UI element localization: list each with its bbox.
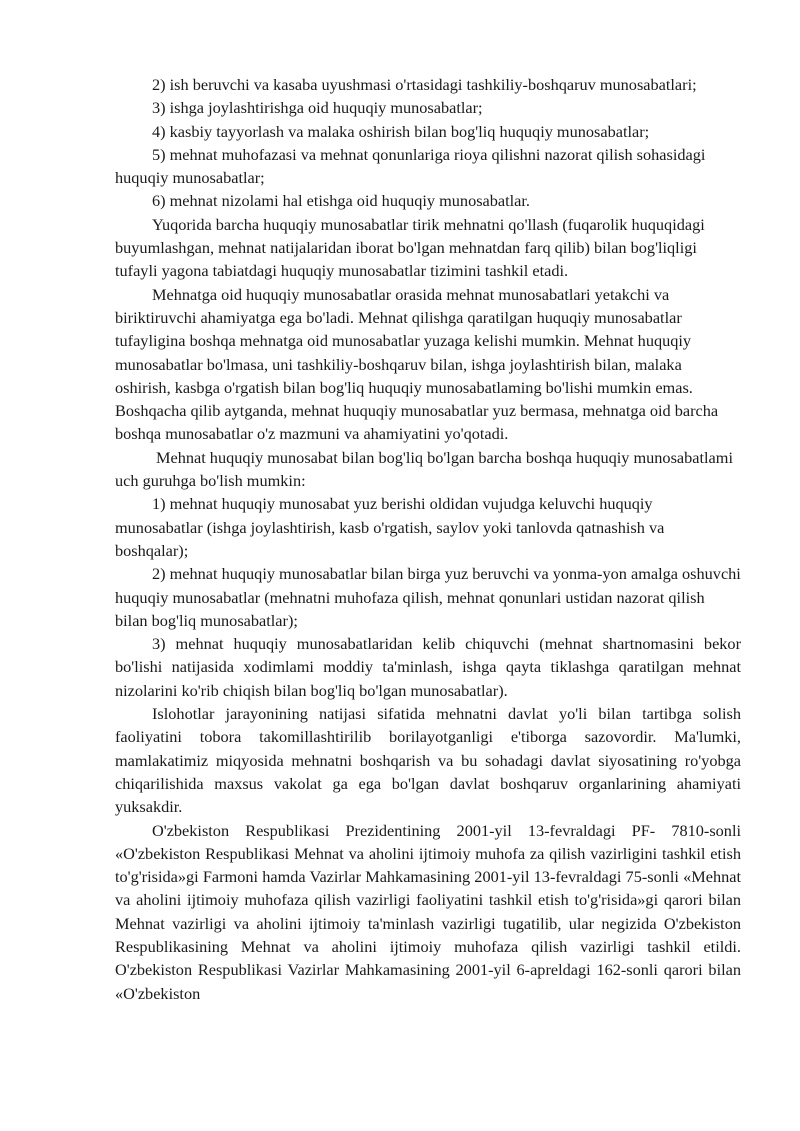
body-paragraph-system: Yuqorida barcha huquqiy munosabatlar tirik mehnatni qo'llash (fuqarolik huquqidagi buyumlashgan, mehnat natijalaridan iborat bo'lgan mehnatdan farq qilib) bilan bog'liqligi tufayli yagona tabiatdagi huquqiy munosabatlar tizimini tashkil etadi. — [115, 214, 705, 281]
group-item-3: 3) mehnat huquqiy munosabatlaridan kelib chiquvchi (mehnat shartnomasini bekor bo'lishi natijasida xodimlami moddiy ta'minlash, ishga qayta tiklashga qaratilgan mehnat nizolarini ko'rib chiqish bilan bog'liq bo'lgan munosabatlar). — [115, 634, 741, 700]
body-paragraph-reforms: Islohotlar jarayonining natijasi sifatida mehnatni davlat yo'li bilan tartibga solish faoliyatini tobora takomillashtirilib borilayotganligi e'tiborga sazovordir. Ma'lumki, mamlakatimiz miqyosida mehnatni boshqarish va bu sohadagi davlat siyosatining ro'yobga chiqarilishida maxsus vakolat ga ega bo'lgan davlat boshqaruv organlarining ahamiyati yuksakdir. — [115, 704, 741, 817]
document-page — [115, 73, 741, 1005]
list-item-6: 6) mehnat nizolami hal etishga oid huquqiy munosabatlar. — [152, 191, 531, 211]
body-paragraph-three-groups: Mehnat huquqiy munosabat bilan bog'liq bo'lgan barcha boshqa huquqiy munosabatlami uch guruhga bo'lish mumkin: — [115, 447, 733, 491]
group-item-2: 2) mehnat huquqiy munosabatlar bilan birga yuz beruvchi va yonma-yon amalga oshuvchi huquqiy munosabatlar (mehnatni muhofaza qilish, mehnat qonunlari ustidan nazorat qilish bilan bog'liq munosabatlar); — [115, 564, 741, 630]
list-item-5: 5) mehnat muhofazasi va mehnat qonunlariga rioya qilishni nazorat qilish sohasidagi huquqiy munosabatlar; — [115, 144, 706, 188]
body-paragraph-decree: O'zbekiston Respublikasi Prezidentining 2001-yil 13-fevraldagi PF- 7810-sonli «O'zbekiston Respublikasi Mehnat va aholini ijtimoiy muhofa za qilish vazirligini tashkil etish to'g'risida»gi Farmoni hamda Vazirlar Mahkamasining 2001-yil 13-fevraldagi 75-sonli «Mehnat va aholini ijtimoiy muhofaza qilish vazirligi faoliyatini tashkil etish to'g'risida»gi qarori bilan Mehnat vazirligi va aholini ijtimoiy ta'minlash vazirligi tugatilib, ular negizida O'zbekiston Respublikasining Mehnat va aholini ijtimoiy muhofaza qilish vazirligi tashkil etildi. O'zbekiston Respublikasi Vazirlar Mahkamasining 2001-yil 6-apreldagi 162-sonli qarori bilan «O'zbekiston — [115, 820, 741, 1003]
list-item-4: 4) kasbiy tayyorlash va malaka oshirish bilan bog'liq huquqiy munosabatlar; — [152, 121, 650, 141]
list-item-2: 2) ish beruvchi va kasaba uyushmasi o'rtasidagi tashkiliy-boshqaruv munosabatlari; — [152, 75, 697, 94]
list-item-3: 3) ishga joylashtirishga oid huquqiy munosabatlar; — [152, 98, 483, 118]
group-item-1: 1) mehnat huquqiy munosabat yuz berishi oldidan vujudga keluvchi huquqiy munosabatlar (ishga joylashtirish, kasb o'rgatish, saylov yoki tanlovda qatnashish va boshqalar); — [115, 494, 665, 560]
body-paragraph-labor-relations: Mehnatga oid huquqiy munosabatlar orasida mehnat munosabatlari yetakchi va biriktiruvchi ahamiyatga ega bo'ladi. Mehnat qilishga qaratilgan huquqiy munosabatlar tufayligina boshqa mehnatga oid munosabatlar yuzaga kelishi mumkin. Mehnat huquqiy munosabatlar bo'lmasa, uni tashkiliy-boshqaruv bilan, ishga joylashtirish bilan, malaka oshirish, kasbga o'rgatish bilan bog'liq huquqiy munosabatlaming bo'lishi mumkin emas. Boshqacha qilib aytganda, mehnat huquqiy munosabatlar yuz bermasa, mehnatga oid barcha boshqa munosabatlar o'z mazmuni va ahamiyatini yo'qotadi. — [115, 284, 719, 444]
